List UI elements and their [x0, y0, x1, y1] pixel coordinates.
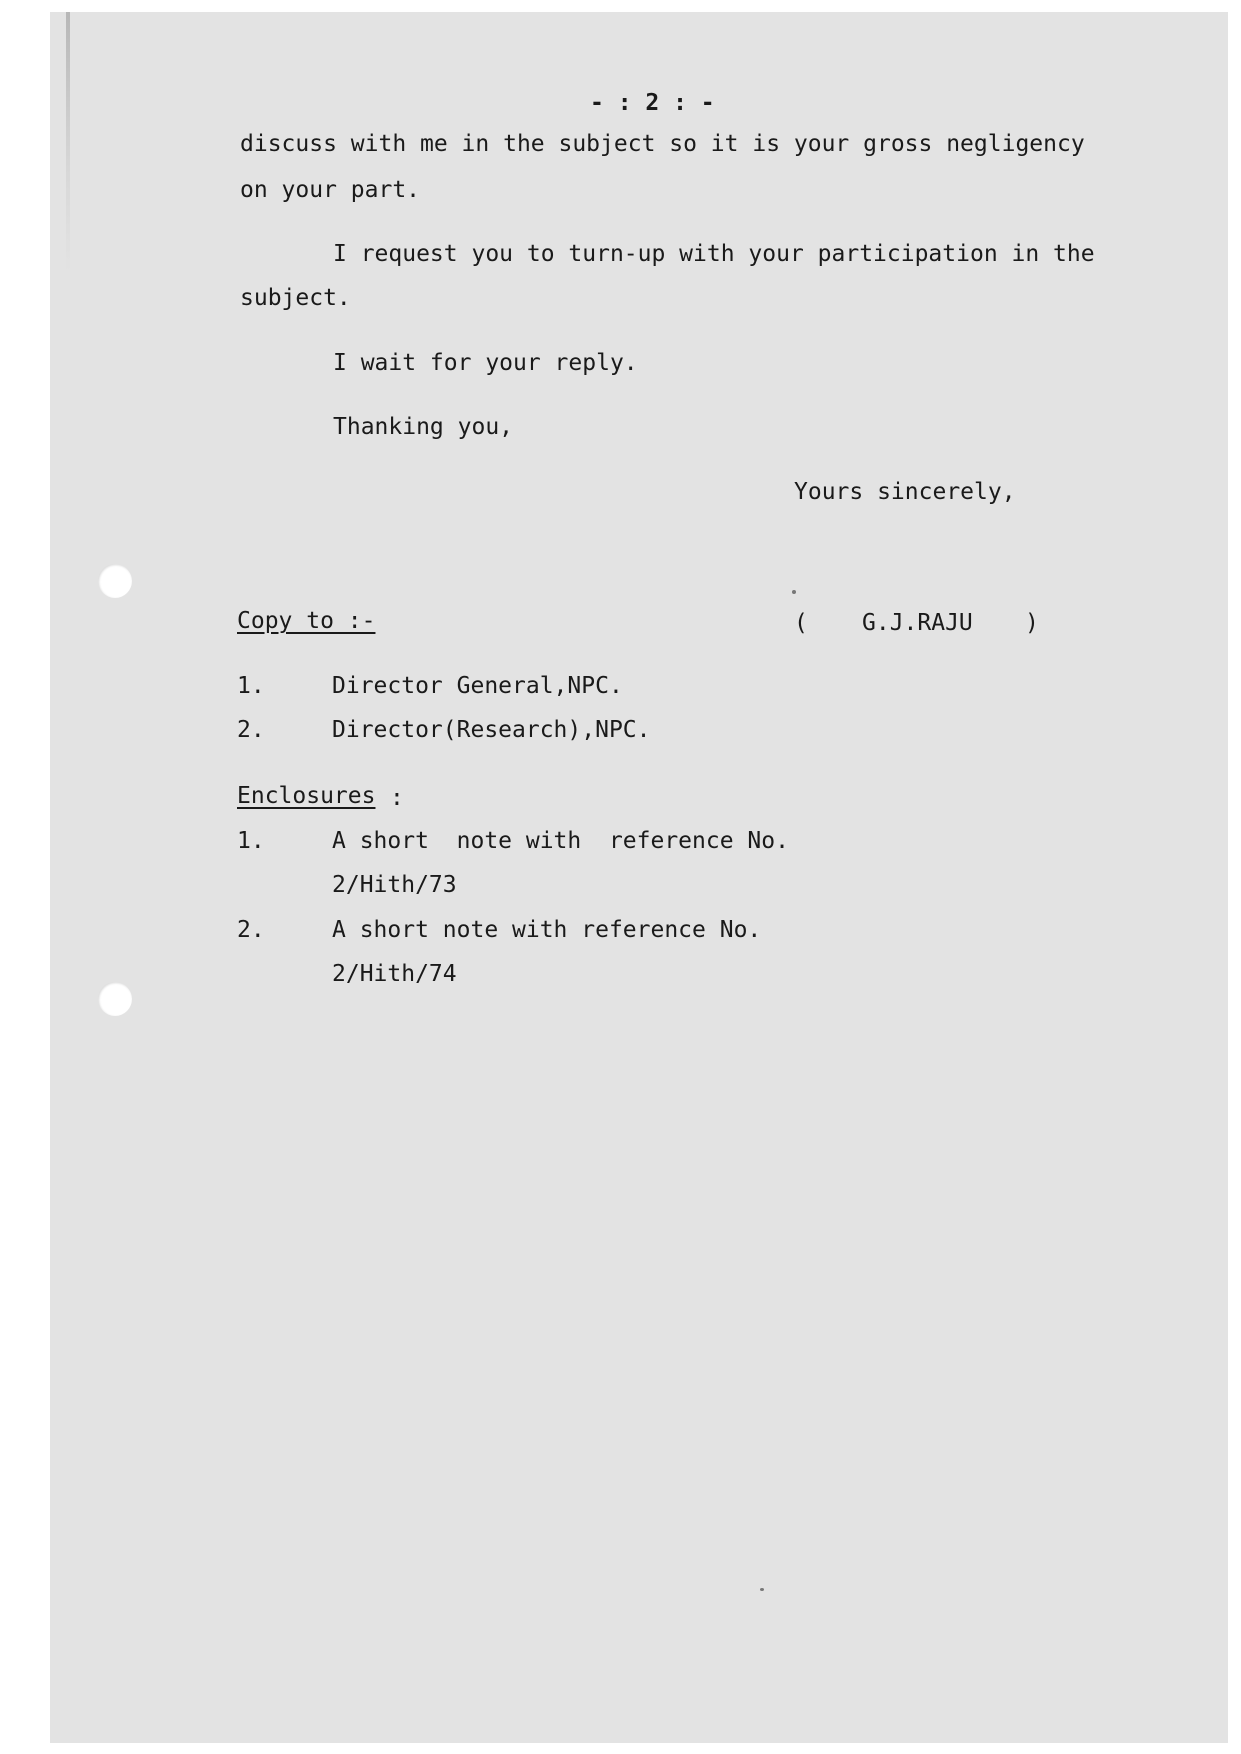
page-number: - : 2 : -: [590, 90, 715, 116]
copy-to-item-text: Director General,NPC.: [332, 673, 623, 699]
paragraph-2-line-2: subject.: [240, 285, 351, 311]
paragraph-1-line-2: on your part.: [240, 177, 421, 203]
copy-to-item-number: 1.: [237, 673, 265, 699]
punch-hole-top: [98, 564, 132, 598]
closing-line: Thanking you,: [333, 414, 514, 440]
page-edge-shadow: [66, 12, 70, 272]
paper-speck: [760, 1588, 764, 1591]
enclosure-item-reference: 2/Hith/73: [332, 872, 457, 898]
paper-speck: [792, 590, 796, 594]
paragraph-2-line-1: I request you to turn-up with your participation in the: [333, 241, 1095, 267]
copy-to-item-text: Director(Research),NPC.: [332, 717, 651, 743]
signature-open-paren: (: [794, 610, 808, 636]
document-page: [50, 12, 1228, 1743]
paragraph-1-line-1: discuss with me in the subject so it is your gross negligency: [240, 131, 1085, 157]
copy-to-heading: Copy to :-: [237, 608, 376, 634]
enclosure-item-text: A short note with reference No.: [332, 917, 762, 943]
enclosure-item-number: 2.: [237, 917, 265, 943]
paragraph-3: I wait for your reply.: [333, 350, 638, 376]
enclosure-item-number: 1.: [237, 828, 265, 854]
valediction: Yours sincerely,: [794, 479, 1016, 505]
signatory-name: G.J.RAJU: [862, 610, 973, 636]
copy-to-item-number: 2.: [237, 717, 265, 743]
punch-hole-bottom: [98, 982, 132, 1016]
enclosure-item-text: A short note with reference No.: [332, 828, 789, 854]
enclosures-colon: :: [390, 785, 404, 811]
enclosures-heading: Enclosures: [237, 783, 376, 809]
enclosure-item-reference: 2/Hith/74: [332, 961, 457, 987]
signature-close-paren: ): [1025, 610, 1039, 636]
